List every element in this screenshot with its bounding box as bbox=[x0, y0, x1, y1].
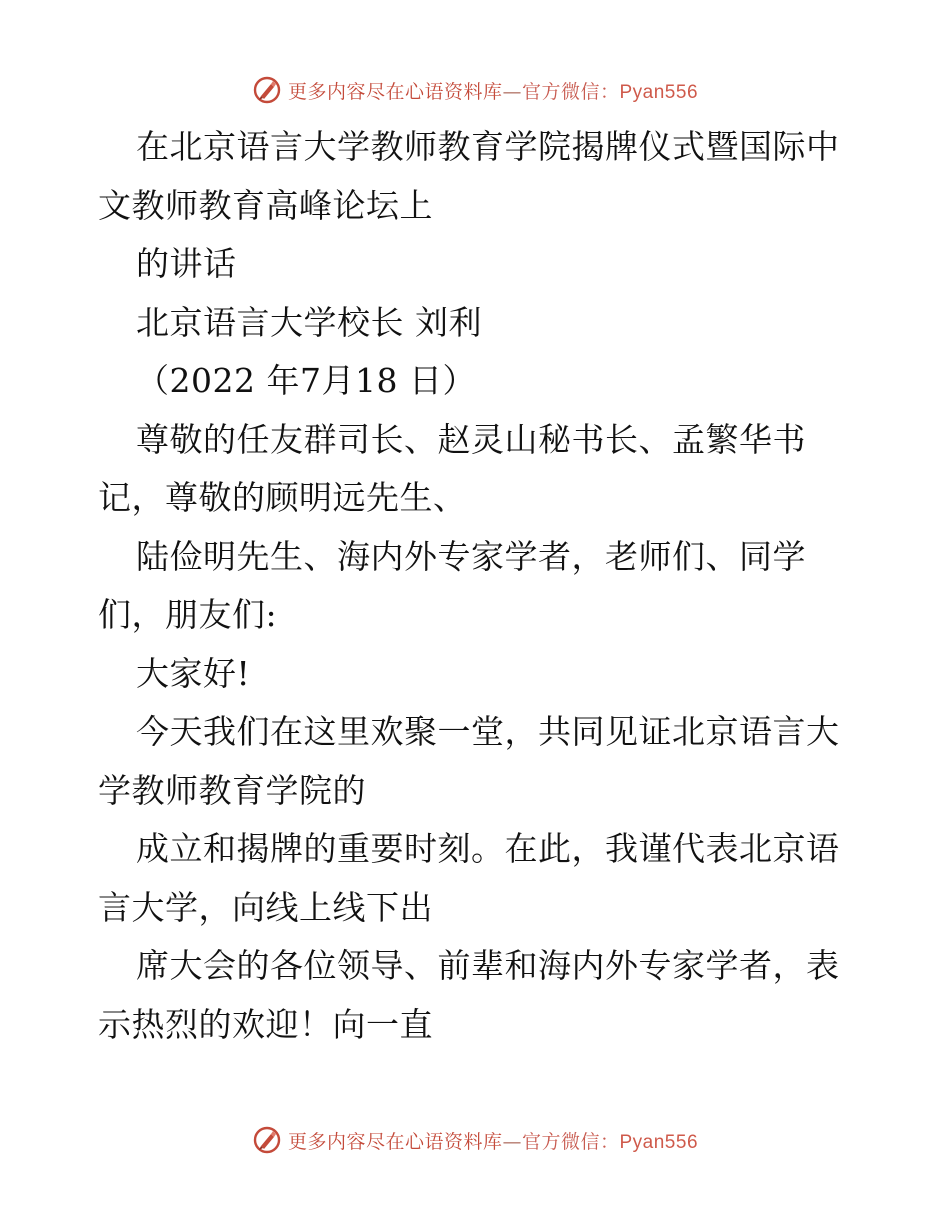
text-line-6: 尊敬的任友群司长、赵灵山秘书长、孟繁华书 bbox=[136, 419, 806, 459]
watermark-wechat-label: 官方微信： bbox=[521, 80, 620, 103]
text-line-14: 言大学，向线上线下出 bbox=[98, 887, 433, 927]
document-body bbox=[98, 118, 858, 1054]
text-line-9: 们，朋友们: bbox=[98, 595, 278, 634]
text-line-13: 成立和揭牌的重要时刻。在此，我谨代表北京语 bbox=[136, 829, 840, 868]
watermark-main: 更多内容尽在心语资料库 bbox=[287, 80, 503, 103]
watermark-wechat-id: Pyan556 bbox=[619, 1131, 699, 1153]
author-line: 北京语言大学校长 刘利 bbox=[136, 302, 482, 342]
text-line-7: 记，尊敬的顾明远先生、 bbox=[98, 478, 467, 517]
greeting-line: 大家好! bbox=[136, 653, 251, 693]
watermark-separator: — bbox=[502, 80, 522, 103]
pen-circle-logo-icon bbox=[252, 75, 282, 105]
watermark-wechat-label: 官方微信： bbox=[521, 1130, 620, 1153]
watermark-text bbox=[288, 1127, 698, 1154]
watermark-separator: — bbox=[502, 1130, 522, 1153]
text-line-11: 今天我们在这里欢聚一堂，共同见证北京语言大 bbox=[136, 712, 840, 751]
watermark-wechat-id: Pyan556 bbox=[619, 81, 699, 103]
text-line-8: 陆俭明先生、海内外专家学者，老师们、同学 bbox=[136, 536, 806, 576]
text-line-2: 文教师教育高峰论坛上 bbox=[98, 185, 433, 225]
watermark-text bbox=[288, 77, 698, 104]
pen-circle-logo-icon bbox=[252, 1125, 282, 1155]
text-line-16: 示热烈的欢迎！向一直 bbox=[98, 1004, 433, 1044]
text-line-1: 在北京语言大学教师教育学院揭牌仪式暨国际中 bbox=[136, 127, 840, 166]
text-line-3: 的讲话 bbox=[136, 244, 237, 283]
footer-watermark bbox=[0, 1120, 950, 1160]
text-line-15: 席大会的各位领导、前辈和海内外专家学者，表 bbox=[136, 946, 840, 985]
date-line: （2022 年7月18 日） bbox=[136, 361, 476, 400]
watermark-main: 更多内容尽在心语资料库 bbox=[287, 1130, 503, 1153]
text-line-12: 学教师教育学院的 bbox=[98, 770, 366, 810]
header-watermark bbox=[0, 70, 950, 110]
